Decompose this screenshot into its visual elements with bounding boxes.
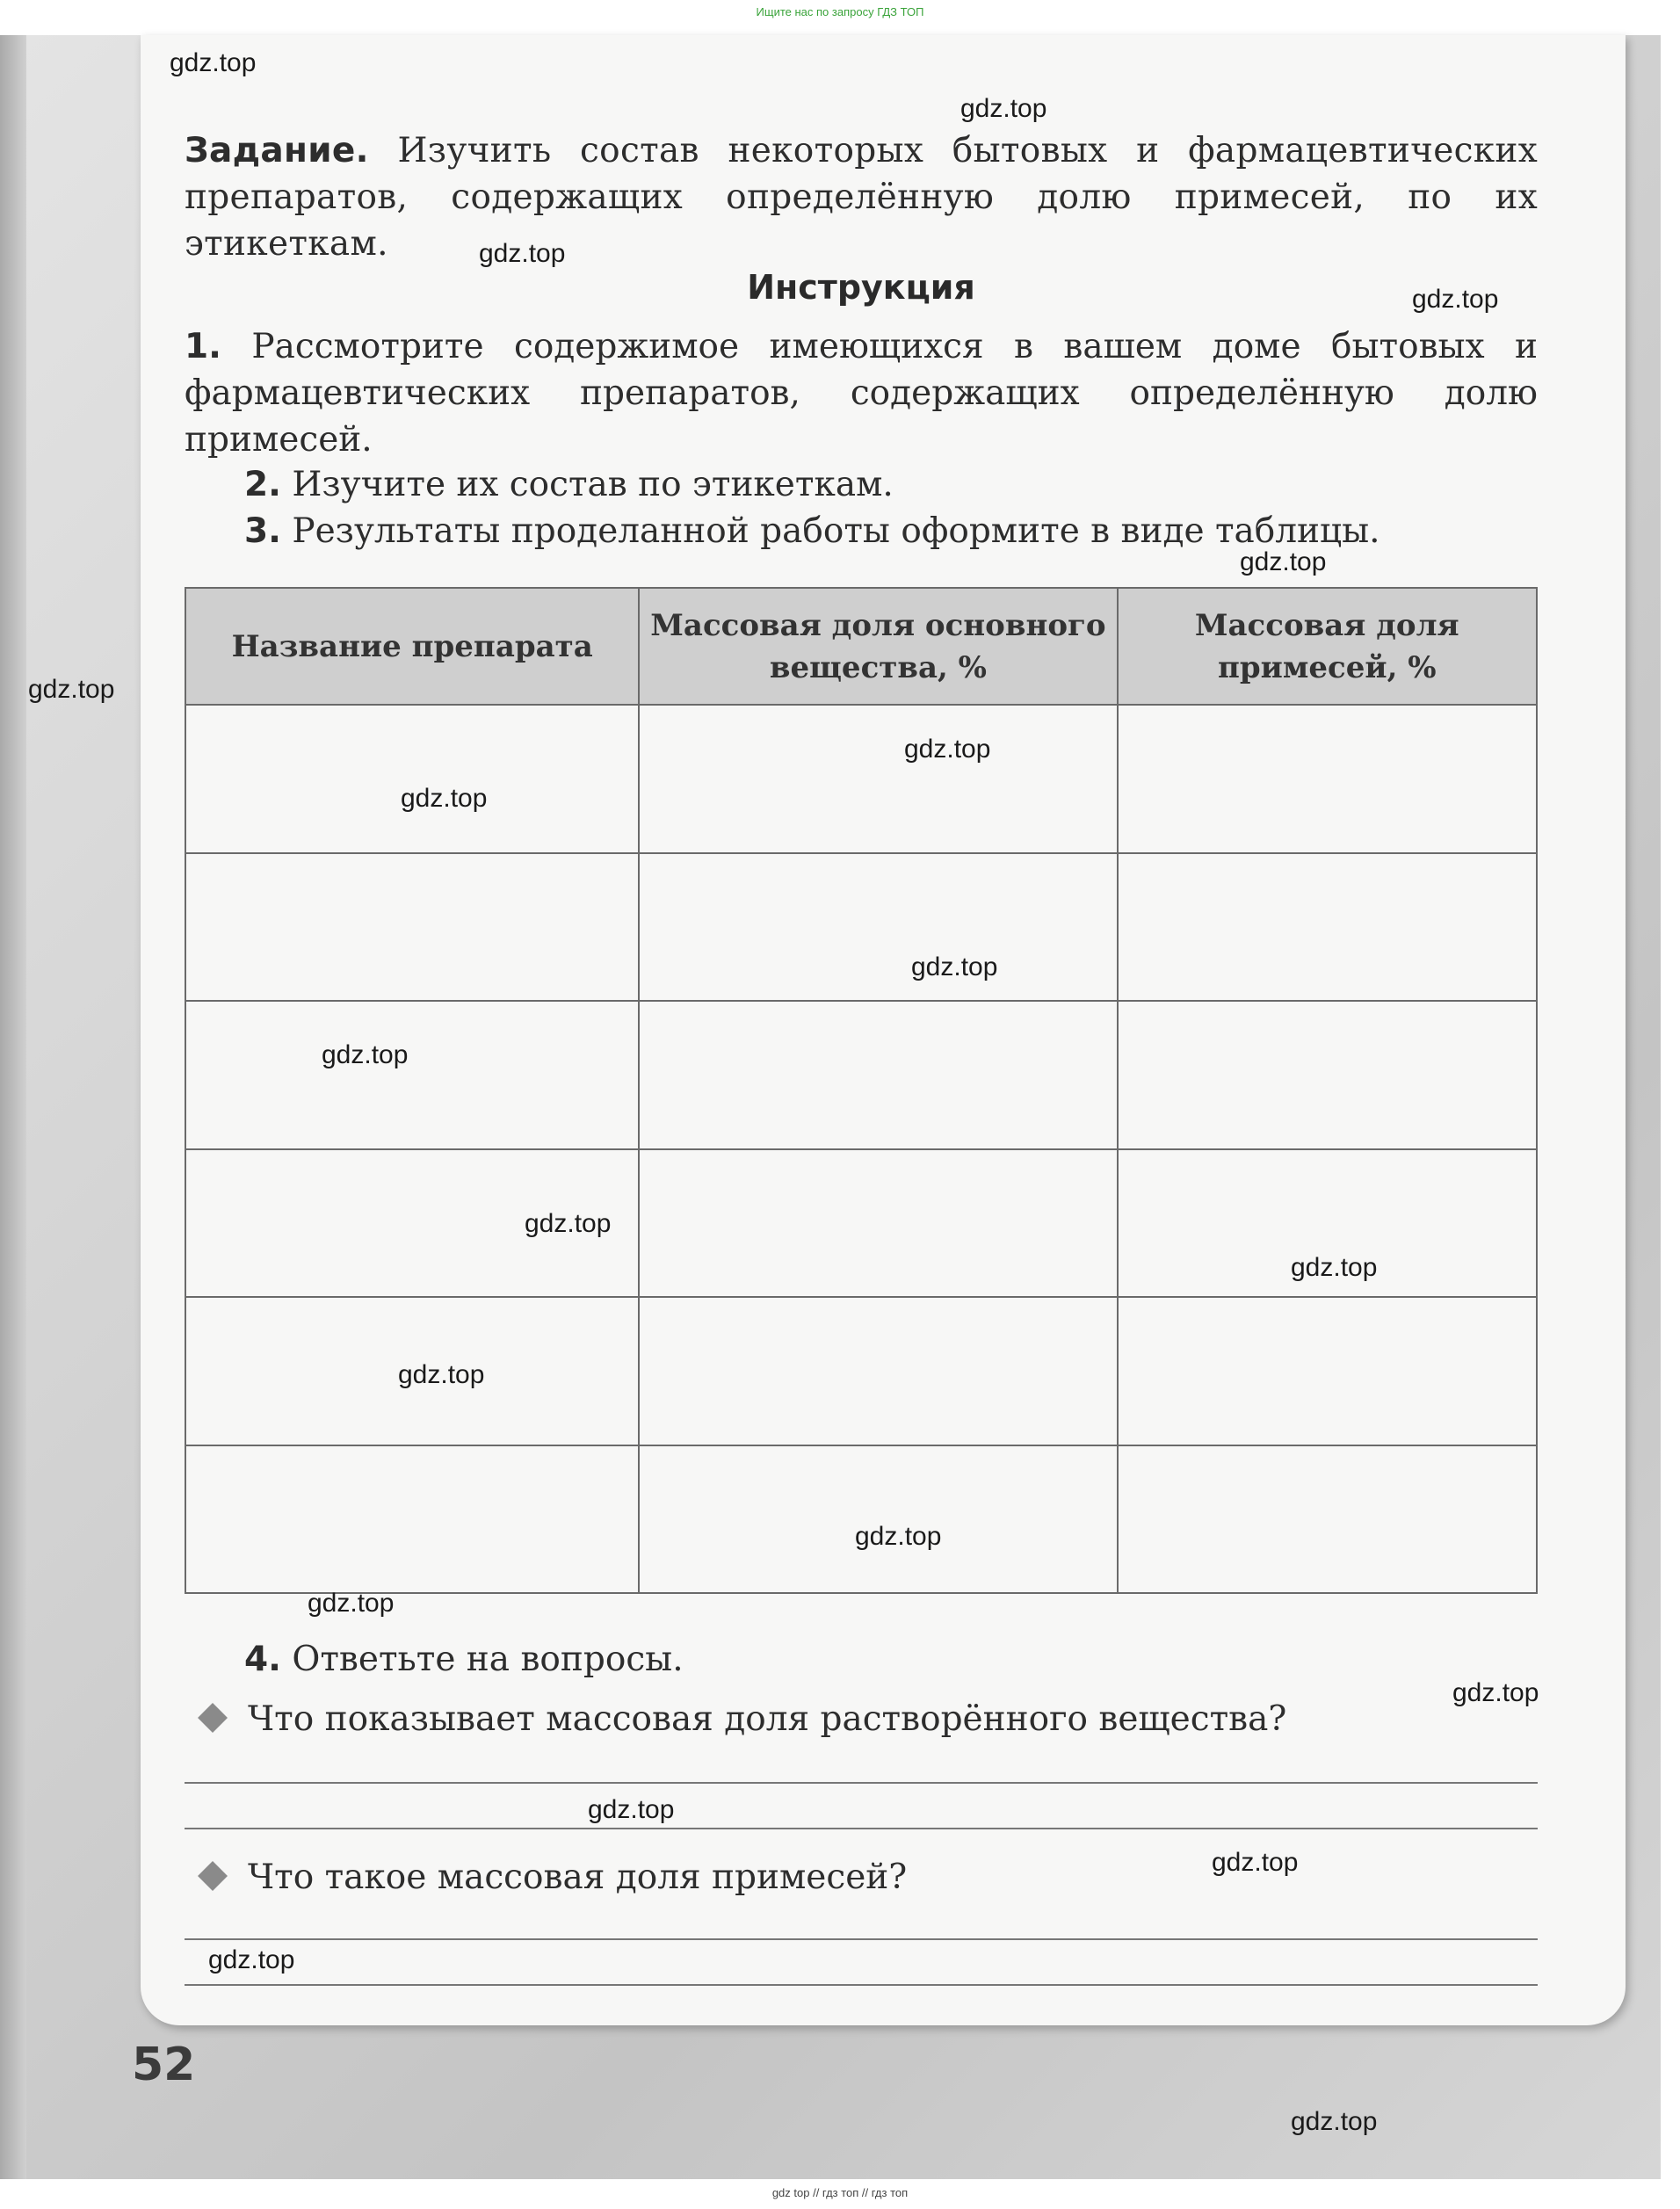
watermark: gdz.top [1240, 547, 1327, 576]
table-cell[interactable] [639, 705, 1117, 853]
task-text: Изучить состав некоторых бытовых и фармацевтических препаратов, содержащих определённую долю примесей, по их этикеткам. [185, 131, 1538, 264]
step-2 [185, 461, 1538, 508]
header-main-substance-fraction: Массовая доля основного вещества, % [639, 588, 1117, 705]
step-text: Рассмотрите содержимое имеющихся в вашем доме бытовых и фармацевтических препаратов, содержащих определённую долю примесей. [185, 327, 1538, 460]
instruction-heading: Инструкция [747, 268, 975, 307]
top-banner: Ищите нас по запросу ГДЗ ТОП [756, 5, 924, 18]
answer-line[interactable] [185, 1782, 1538, 1784]
step-3 [185, 508, 1538, 554]
watermark: gdz.top [479, 239, 566, 268]
table-cell[interactable] [639, 1001, 1117, 1149]
step-text: Результаты проделанной работы оформите в виде таблицы. [292, 511, 1380, 551]
table-cell[interactable] [1118, 1297, 1537, 1445]
table-row [185, 705, 1537, 853]
watermark: gdz.top [911, 952, 998, 981]
watermark: gdz.top [1212, 1848, 1299, 1877]
question-text: Что такое массовая доля примесей? [248, 1858, 908, 1897]
table-row [185, 1445, 1537, 1594]
table-cell[interactable] [1118, 705, 1537, 853]
table-cell[interactable] [639, 853, 1117, 1002]
bottom-banner: gdz top // гдз топ // гдз топ [771, 2186, 909, 2199]
question-1 [202, 1696, 1286, 1742]
watermark: gdz.top [322, 1040, 409, 1069]
table-cell[interactable] [1118, 1445, 1537, 1594]
step-number: 3. [244, 511, 281, 551]
table-cell[interactable] [185, 1445, 639, 1594]
table-row [185, 1001, 1537, 1149]
table-cell[interactable] [1118, 1001, 1537, 1149]
watermark: gdz.top [1412, 285, 1499, 314]
table-cell[interactable] [639, 1297, 1117, 1445]
header-impurities-fraction: Массовая доля примесей, % [1118, 588, 1537, 705]
watermark: gdz.top [1291, 1253, 1378, 1282]
step-number: 1. [185, 327, 221, 366]
table-cell[interactable] [185, 705, 639, 853]
watermark: gdz.top [208, 1945, 295, 1974]
step-text: Ответьте на вопросы. [292, 1640, 684, 1679]
watermark: gdz.top [398, 1360, 485, 1389]
diamond-bullet-icon [198, 1703, 228, 1733]
watermark: gdz.top [525, 1209, 612, 1238]
watermark: gdz.top [170, 48, 257, 77]
watermark: gdz.top [1291, 2107, 1378, 2136]
watermark: gdz.top [855, 1522, 942, 1551]
table-cell[interactable] [185, 1001, 639, 1149]
answer-line[interactable] [185, 1984, 1538, 1986]
table-row [185, 1297, 1537, 1445]
scan-edge-shadow [0, 35, 26, 2179]
watermark: gdz.top [308, 1589, 395, 1618]
question-text: Что показывает массовая доля растворённого вещества? [248, 1699, 1287, 1739]
answer-line[interactable] [185, 1828, 1538, 1829]
watermark: gdz.top [401, 784, 488, 813]
watermark: gdz.top [1452, 1678, 1539, 1707]
watermark: gdz.top [588, 1795, 675, 1824]
table-cell[interactable] [639, 1445, 1117, 1594]
table-cell[interactable] [1118, 853, 1537, 1002]
step-number: 2. [244, 465, 281, 504]
page-number: 52 [132, 2039, 196, 2091]
step-1 [185, 323, 1538, 463]
header-preparation-name: Название препарата [185, 588, 639, 705]
step-number: 4. [244, 1640, 281, 1679]
step-text: Изучите их состав по этикеткам. [292, 465, 894, 504]
task-paragraph [185, 127, 1538, 267]
diamond-bullet-icon [198, 1861, 228, 1891]
results-table [185, 587, 1538, 1594]
task-label: Задание. [185, 131, 369, 170]
answer-line[interactable] [185, 1938, 1538, 1940]
table-header-row [185, 588, 1537, 705]
table-cell[interactable] [185, 853, 639, 1002]
question-2 [202, 1854, 907, 1901]
watermark: gdz.top [960, 94, 1047, 123]
watermark: gdz.top [28, 675, 115, 704]
watermark: gdz.top [904, 735, 991, 764]
table-row [185, 853, 1537, 1002]
step-4 [185, 1636, 1538, 1683]
table-cell[interactable] [639, 1149, 1117, 1298]
